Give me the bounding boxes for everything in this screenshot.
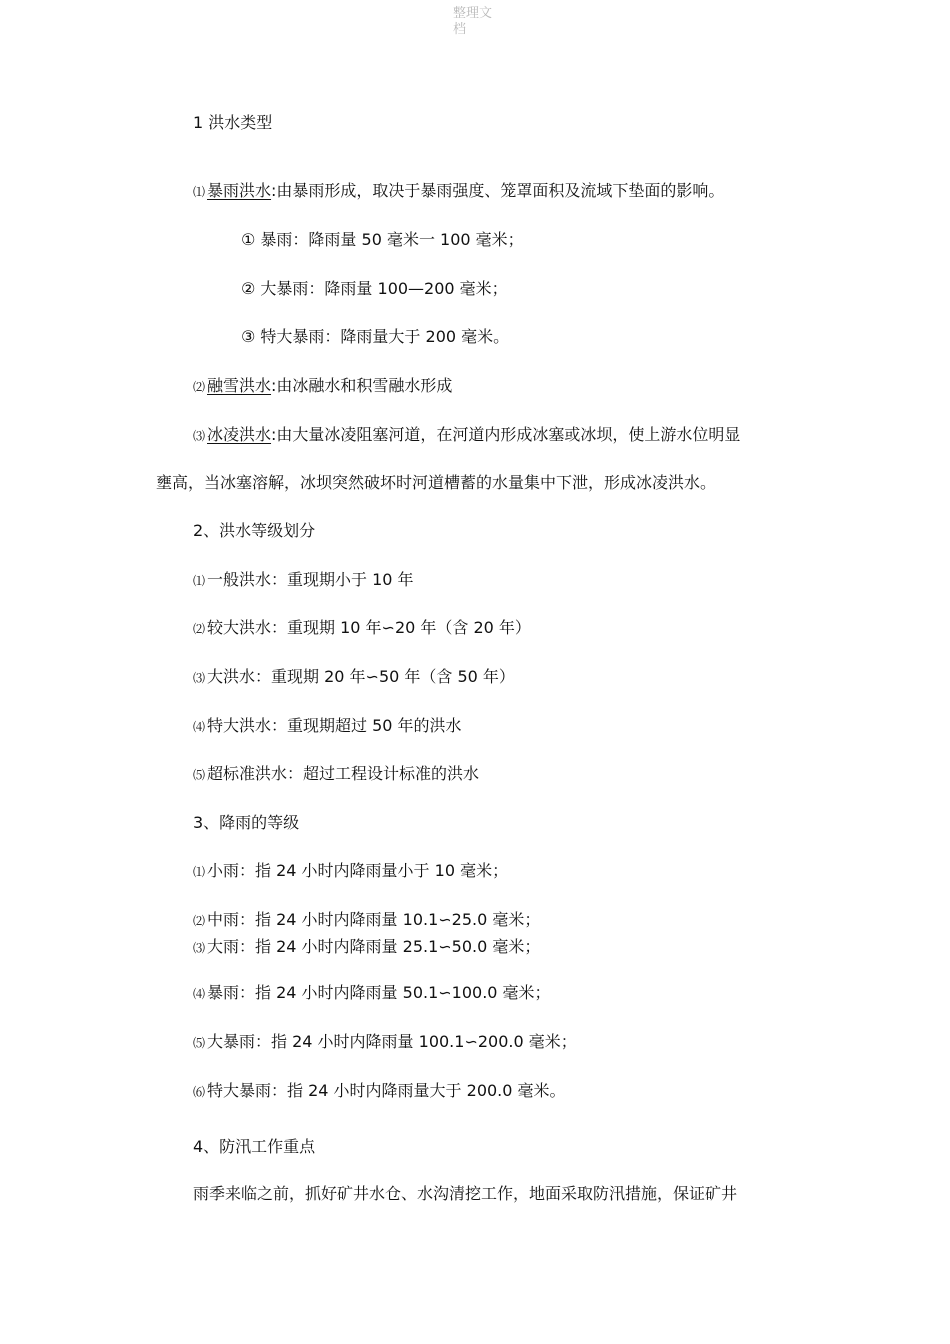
rain-subitem-2: ② 大暴雨：降雨量 100—200 毫米； [241, 279, 508, 298]
rain-level-item [193, 983, 551, 1004]
item-number: ⑶ [193, 671, 206, 685]
item-number: ⑶ [193, 941, 206, 955]
item-number: ⑵ [193, 914, 206, 928]
rain-level-item [193, 1081, 566, 1102]
rain-level-item [193, 937, 540, 958]
item-text: 中雨：指 24 小时内降雨量 10.1∽25.0 毫米； [207, 910, 541, 929]
section-heading-flood-types: 1 洪水类型 [193, 113, 273, 132]
flood-level-item [193, 618, 531, 639]
item-text: 特大暴雨：指 24 小时内降雨量大于 200.0 毫米。 [207, 1081, 566, 1100]
section-heading-flood-levels: 2、洪水等级划分 [193, 521, 316, 540]
flood-type-item-snowmelt [193, 376, 452, 397]
flood-level-item [193, 570, 414, 591]
item-number: ⑴ [193, 865, 206, 879]
item-text: 小雨：指 24 小时内降雨量小于 10 毫米； [207, 861, 509, 880]
document-header-mark: 整理文档 [453, 6, 493, 37]
item-text: :由暴雨形成，取决于暴雨强度、笼罩面积及流域下垫面的影响。 [271, 181, 725, 200]
section-heading-rain-levels: 3、降雨的等级 [193, 813, 300, 832]
flood-level-item [193, 667, 515, 688]
rain-subitem-3: ③ 特大暴雨：降雨量大于 200 毫米。 [241, 327, 510, 346]
item-text: 大洪水：重现期 20 年∽50 年（含 50 年） [207, 667, 515, 686]
term-ice-flood: 冰凌洪水 [207, 425, 272, 444]
item-number: ⑵ [193, 622, 206, 636]
item-text: :由冰融水和积雪融水形成 [271, 376, 453, 395]
item-number: ⑵ [193, 380, 206, 394]
item-number: ⑶ [193, 429, 206, 443]
item-text: :由大量冰凌阻塞河道，在河道内形成冰塞或冰坝，使上游水位明显 [271, 425, 741, 444]
flood-type-item-rainstorm [193, 181, 724, 202]
flood-type-item-ice [193, 425, 740, 446]
item-number: ⑹ [193, 1085, 206, 1099]
item-text: 大雨：指 24 小时内降雨量 25.1∽50.0 毫米； [207, 937, 541, 956]
flood-level-item [193, 764, 479, 785]
item-number: ⑷ [193, 720, 206, 734]
term-rainstorm-flood: 暴雨洪水 [207, 181, 272, 200]
item-number: ⑸ [193, 1036, 206, 1050]
rain-level-item [193, 910, 540, 931]
term-snowmelt-flood: 融雪洪水 [207, 376, 272, 395]
item-number: ⑴ [193, 185, 206, 199]
flood-type-item-ice-continued: 壅高，当冰塞溶解，冰坝突然破坏时河道槽蓄的水量集中下泄，形成冰凌洪水。 [156, 473, 717, 492]
flood-level-item [193, 716, 462, 737]
rain-subitem-1: ① 暴雨：降雨量 50 毫米一 100 毫米； [241, 230, 524, 249]
item-text: 超标准洪水：超过工程设计标准的洪水 [207, 764, 480, 783]
item-text: 暴雨：指 24 小时内降雨量 50.1∽100.0 毫米； [207, 983, 551, 1002]
rain-level-item [193, 1032, 577, 1053]
item-number: ⑷ [193, 987, 206, 1001]
rain-level-item [193, 861, 508, 882]
item-number: ⑴ [193, 574, 206, 588]
item-text: 一般洪水：重现期小于 10 年 [207, 570, 414, 589]
section-heading-flood-prevention: 4、防汛工作重点 [193, 1137, 316, 1156]
item-text: 大暴雨：指 24 小时内降雨量 100.1∽200.0 毫米； [207, 1032, 577, 1051]
item-text: 特大洪水：重现期超过 50 年的洪水 [207, 716, 462, 735]
item-number: ⑸ [193, 768, 206, 782]
flood-prevention-paragraph: 雨季来临之前，抓好矿井水仓、水沟清挖工作，地面采取防汛措施，保证矿井 [193, 1184, 738, 1203]
item-text: 较大洪水：重现期 10 年∽20 年（含 20 年） [207, 618, 531, 637]
